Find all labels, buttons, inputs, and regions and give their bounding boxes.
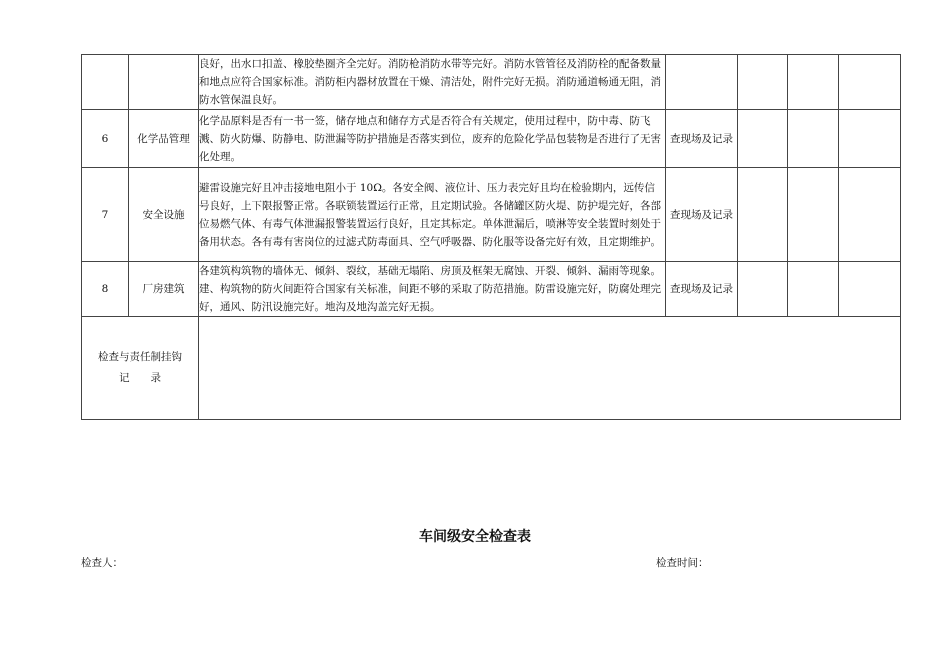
row-number: 7 [82, 168, 129, 262]
empty-cell [788, 168, 839, 262]
row-method: 查现场及记录 [666, 168, 738, 262]
responsibility-record-label-line2: 记 录 [119, 372, 161, 384]
empty-cell [788, 110, 839, 168]
row-item [129, 55, 199, 110]
empty-cell [839, 55, 901, 110]
empty-cell [788, 262, 839, 317]
empty-cell [788, 55, 839, 110]
row-item: 厂房建筑 [129, 262, 199, 317]
row-content: 避雷设施完好且冲击接地电阻小于 10Ω。各安全阀、液位计、压力表完好且均在检验期内，远传信号良好，上下限报警正常。各联锁装置运行正常，且定期试验。各储罐区防火堤、防护堤完好，各部位易燃气体、有毒气体泄漏报警装置运行良好，且定其标定。单体泄漏后，喷淋等安全装置时刻处于备用状态。各有毒有害岗位的过滤式防毒面具、空气呼吸器、防化服等设备完好有效，且定期维护。 [199, 168, 666, 262]
inspector-label: 检查人： [81, 557, 123, 569]
empty-cell [738, 262, 788, 317]
empty-cell [839, 262, 901, 317]
row-method: 查现场及记录 [666, 110, 738, 168]
row-number [82, 55, 129, 110]
empty-cell [738, 168, 788, 262]
table-row [82, 110, 901, 168]
row-number: 6 [82, 110, 129, 168]
empty-cell [839, 168, 901, 262]
empty-cell [738, 55, 788, 110]
row-content: 化学品原料是否有一书一签，储存地点和储存方式是否符合有关规定，使用过程中，防中毒、防飞溅、防火防爆、防静电、防泄漏等防护措施是否落实到位，废弃的危险化学品包装物是否进行了无害化处理。 [199, 110, 666, 168]
row-content: 良好，出水口扣盖、橡胶垫圈齐全完好。消防枪消防水带等完好。消防水管管径及消防栓的配备数量和地点应符合国家标准。消防柜内器材放置在干燥、清洁处，附件完好无损。消防通道畅通无阻，消防水管保温良好。 [199, 55, 666, 110]
responsibility-record-row [82, 317, 901, 420]
row-content: 各建筑构筑物的墙体无、倾斜、裂纹，基础无塌陷、房顶及框架无腐蚀、开裂、倾斜、漏雨等现象。建、构筑物的防火间距符合国家有关标准，间距不够的采取了防范措施。防雷设施完好，防腐处理完好，通风、防汛设施完好。地沟及地沟盖完好无损。 [199, 262, 666, 317]
empty-cell [839, 110, 901, 168]
table-row [82, 262, 901, 317]
table-row [82, 55, 901, 110]
responsibility-record-field[interactable] [199, 317, 901, 420]
form-title: 车间级安全检查表 [419, 529, 531, 545]
row-method: 查现场及记录 [666, 262, 738, 317]
empty-cell [738, 110, 788, 168]
inspection-time-label: 检查时间： [656, 557, 709, 569]
responsibility-record-label-line1: 检查与责任制挂钩 [98, 351, 182, 363]
row-number: 8 [82, 262, 129, 317]
row-item: 安全设施 [129, 168, 199, 262]
table-row [82, 168, 901, 262]
inspection-table [81, 54, 901, 420]
row-method [666, 55, 738, 110]
row-item: 化学品管理 [129, 110, 199, 168]
responsibility-record-label [82, 317, 199, 420]
